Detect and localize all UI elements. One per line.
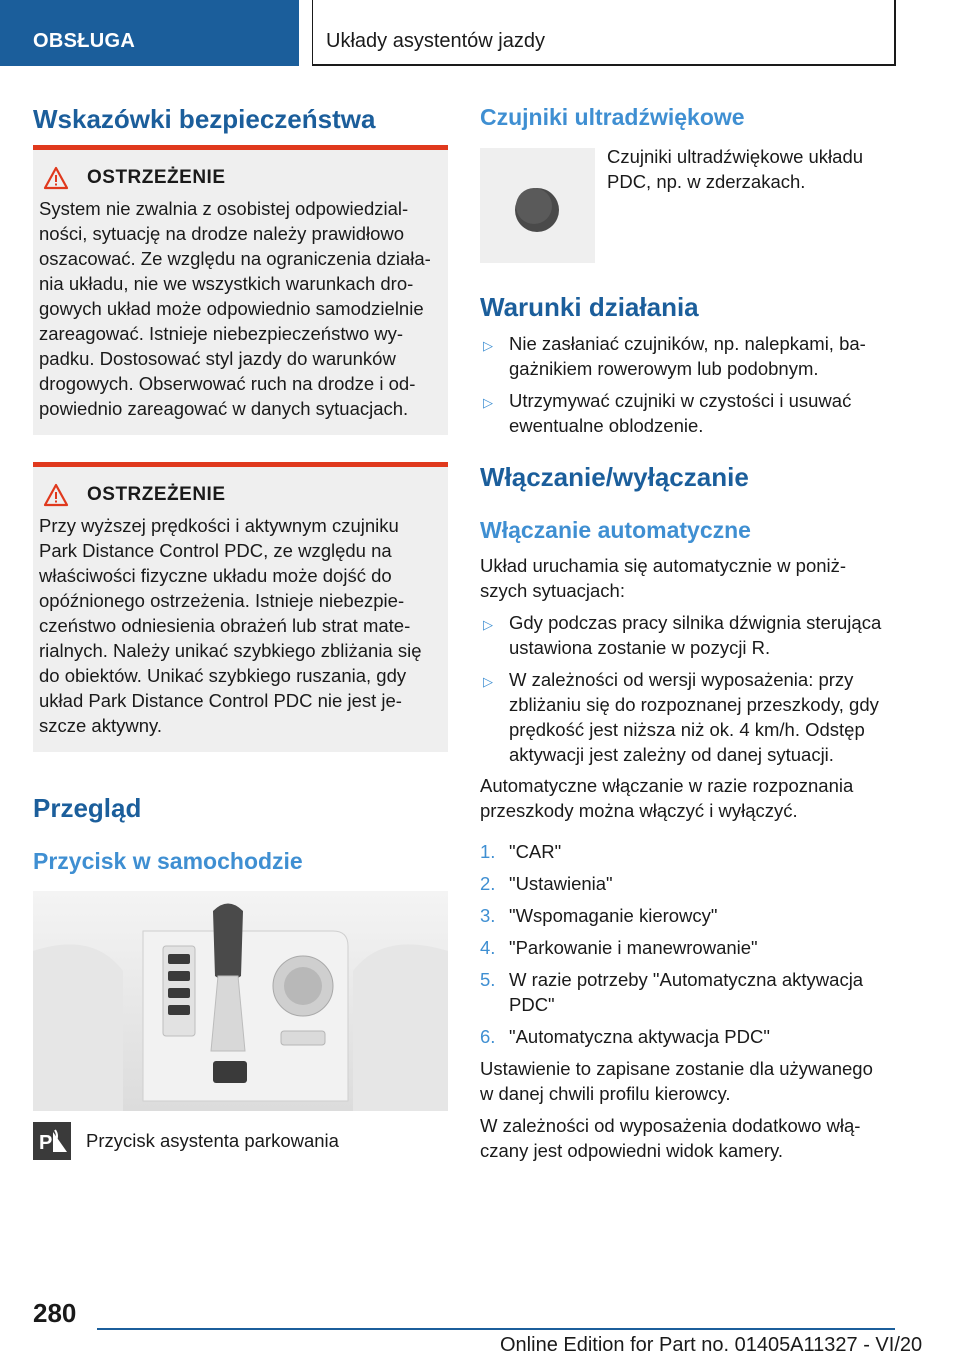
list-item-line: Gdy podczas pracy silnika dźwignia sterująca [509,612,882,633]
auto-toggle-line: przeszkody można włączyć i wyłączyć. [480,800,798,821]
section-tab [0,0,299,66]
list-triangle-icon: ▷ [483,395,493,410]
list-item [480,667,895,767]
footer-rule [97,1328,895,1330]
step-item [480,967,895,1017]
step-number: 4. [480,937,496,958]
step-item [480,1024,895,1049]
step-item [480,935,895,960]
warning-triangle-icon [43,483,69,507]
warning-header [43,483,442,507]
warning-box-2 [33,462,448,752]
warning-line: szcze aktywny. [39,715,163,736]
step-text: "Wspomaganie kierowcy" [509,905,718,926]
safety-heading: Wskazówki bezpieczeństwa [33,104,376,134]
overview-heading: Przegląd [33,793,142,823]
list-item-line: prędkość jest niższa niż ok. 4 km/h. Odstęp [509,719,865,740]
button-caption: Przycisk asystenta parkowania [86,1130,339,1151]
camera-line: czany jest odpowiedni widok kamery. [480,1140,783,1161]
footer-edition: Online Edition for Part no. 01405A11327 - VI/20 [500,1334,923,1356]
profile-note [480,1056,895,1106]
warning-line: nia układu, nie we wszystkich warunkach dro- [39,273,414,294]
section-tab-label: OBSŁUGA [33,30,136,52]
list-item [480,388,895,438]
profile-line: Ustawienie to zapisane zostanie dla używanego [480,1058,873,1079]
warning-header [43,166,442,190]
auto-toggle-line: Automatyczne włączanie w razie rozpoznania [480,775,854,796]
chapter-title-box [312,0,896,66]
step-number: 5. [480,969,496,990]
step-number: 1. [480,841,496,862]
parking-assistant-icon [33,1122,71,1160]
step-number: 3. [480,905,496,926]
step-item [480,871,895,896]
warning-line: Przy wyższej prędkości i aktywnym czujniku [39,515,399,536]
warning-line: do obiektów. Unikać szybkiego ruszania, gdy [39,665,407,686]
warning-box-1 [33,145,448,435]
conditions-heading: Warunki działania [480,292,699,322]
warning-triangle-icon [43,166,69,190]
warning-line: układ Park Distance Control PDC nie jest je- [39,690,402,711]
steps-list [480,839,895,1056]
auto-intro-line: Układ uruchamia się automatycznie w poniż- [480,555,847,576]
auto-intro-line: szych sytuacjach: [480,580,625,601]
list-item [480,331,895,381]
sensors-text-line: PDC, np. w zderzakach. [607,171,806,192]
warning-text [39,196,442,421]
warning-text [39,513,442,738]
list-item-line: ewentualne oblodzenie. [509,415,704,436]
sensors-heading: Czujniki ultradźwiękowe [480,104,745,130]
center-console-image [33,891,448,1111]
sensors-description [607,144,863,194]
ultrasonic-sensor-illustration [480,148,595,263]
list-triangle-icon: ▷ [483,338,493,353]
step-text: W razie potrzeby "Automatyczna aktywacja [509,969,864,990]
chapter-title: Układy asystentów jazdy [326,30,545,52]
list-item-line: gażnikiem rowerowym lub podobnym. [509,358,819,379]
button-subheading: Przycisk w samochodzie [33,848,303,874]
warning-line: drogowych. Obserwować ruch na drodze i od- [39,373,416,394]
warning-line: ności, sytuację na drodze należy prawidłowo [39,223,405,244]
list-item-line: aktywacji jest zależny od danej sytuacji. [509,744,834,765]
list-item-line: Utrzymywać czujniki w czystości i usuwać [509,390,852,411]
warning-line: Park Distance Control PDC, ze względu na [39,540,392,561]
warning-title: OSTRZEŻENIE [87,484,226,505]
step-number: 2. [480,873,496,894]
warning-line: padku. Dostosować styl jazdy do warunków [39,348,396,369]
onoff-heading: Włączanie/wyłączanie [480,462,749,492]
list-item-line: Nie zasłaniać czujników, np. nalepkami, ba- [509,333,866,354]
step-text: "Ustawienia" [509,873,613,894]
warning-line: czeństwo odniesienia obrażeń lub strat mate- [39,615,411,636]
warning-line: zareagować. Istnieje niebezpieczeństwo wy- [39,323,404,344]
svg-text:P: P [39,1132,53,1154]
warning-line: właściwości fizyczne układu może dojść do [39,565,392,586]
center-console-illustration [33,891,448,1111]
list-triangle-icon: ▷ [483,674,493,689]
list-item-line: zbliżaniu się do rozpoznanej przeszkody, gdy [509,694,879,715]
warning-line: System nie zwalnia z osobistej odpowiedzial- [39,198,409,219]
warning-line: gowych układ może odpowiednio samodzielnie [39,298,424,319]
step-text: PDC" [509,994,555,1015]
button-caption-row [33,1122,339,1160]
step-number: 6. [480,1026,496,1047]
list-item-line: ustawiona zostanie w pozycji R. [509,637,771,658]
warning-line: opóźnionego ostrzeżenia. Istnieje niebezpie- [39,590,405,611]
warning-line: oszacować. Ze względu na ograniczenia działa- [39,248,431,269]
warning-title: OSTRZEŻENIE [87,167,226,188]
auto-toggle-text [480,773,895,823]
page-number: 280 [33,1298,77,1328]
auto-conditions-list [480,610,895,774]
step-item [480,839,895,864]
list-item [480,610,895,660]
step-text: "Automatyczna aktywacja PDC" [509,1026,770,1047]
step-item [480,903,895,928]
list-item-line: W zależności od wersji wyposażenia: przy [509,669,854,690]
camera-line: W zależności od wyposażenia dodatkowo włą- [480,1115,861,1136]
warning-line: powiednio zareagować w danych sytuacjach. [39,398,409,419]
sensors-text-line: Czujniki ultradźwiękowe układu [607,146,864,167]
conditions-list [480,331,895,445]
step-text: "Parkowanie i manewrowanie" [509,937,758,958]
auto-intro [480,553,895,603]
warning-line: rialnych. Należy unikać szybkiego zbliżania się [39,640,422,661]
list-triangle-icon: ▷ [483,617,493,632]
profile-line: w danej chwili profilu kierowcy. [480,1083,731,1104]
auto-subheading: Włączanie automatyczne [480,517,751,543]
step-text: "CAR" [509,841,562,862]
ultrasonic-sensor-image [480,148,595,263]
camera-note [480,1113,895,1163]
page-header [0,0,960,66]
